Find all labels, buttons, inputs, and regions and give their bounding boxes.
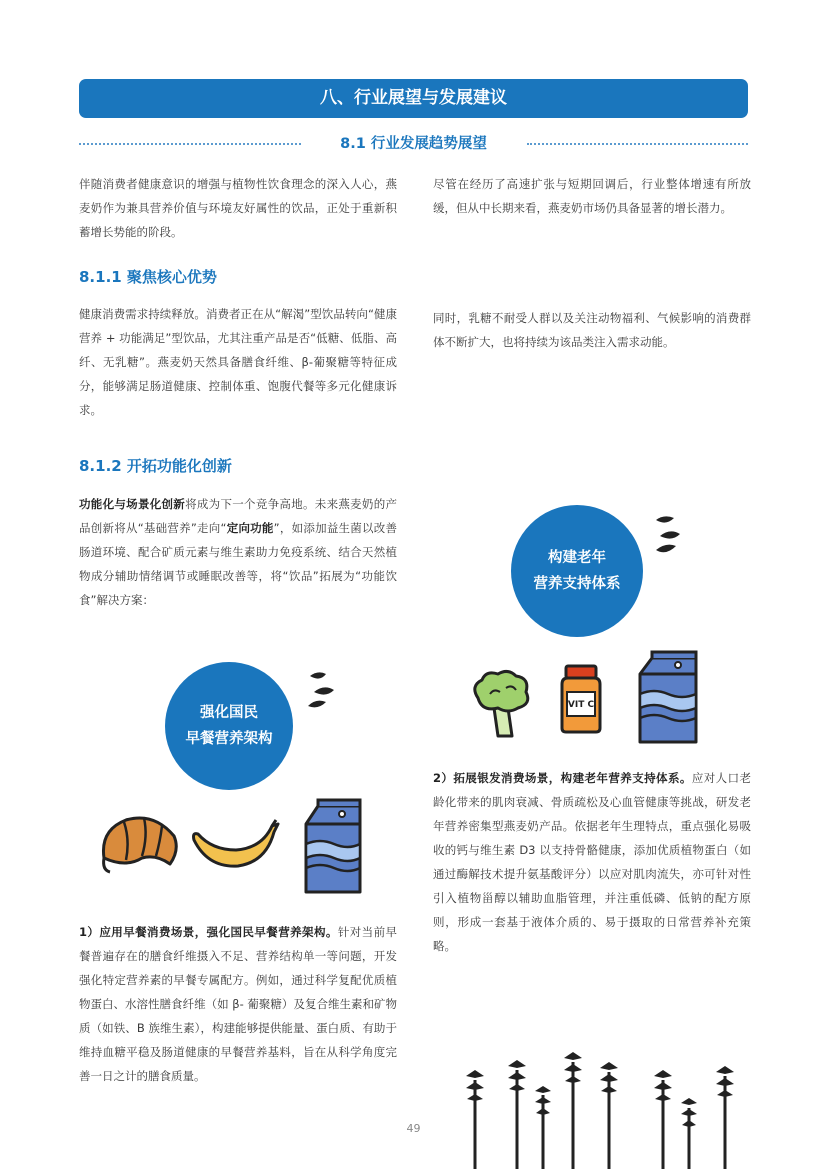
intro-left: 伴随消费者健康意识的增强与植物性饮食理念的深入人心，燕麦奶作为兼具营养价值与环境友好属性的饮品，正处于重新积蓄增长势能的阶段。 bbox=[79, 177, 397, 239]
leaf-doodle-icon bbox=[650, 512, 686, 558]
item1-text: 针对当前早餐普遍存在的膳食纤维摄入不足、营养结构单一等问题，开发强化特定营养素的早餐专属配方。例如，通过科学复配优质植物蛋白、水溶性膳食纤维（如 β- 葡聚糖）及复合维生素和矿物质（如铁、B 族维生素），构建能够提供能量、蛋白质、有助于维持血糖平稳及肠道健康的早餐营养基料，旨在从科学角度完善一日之计的膳食质量。 bbox=[79, 925, 398, 1083]
circle-elderly bbox=[511, 505, 643, 637]
circle-breakfast-line1: 强化国民 bbox=[200, 705, 258, 721]
item1-bold: 1）应用早餐消费场景，强化国民早餐营养架构。 bbox=[79, 925, 338, 939]
item1-paragraph bbox=[79, 920, 397, 1088]
s812-bold-2: 定向功能 bbox=[226, 521, 274, 535]
item2-paragraph bbox=[433, 766, 751, 958]
circle-elderly-line1: 构建老年 bbox=[548, 550, 606, 566]
item2-text: 应对人口老龄化带来的肌肉衰减、骨质疏松及心血管健康等挑战，研发老年营养密集型燕麦奶产品。依据老年生理特点，重点强化易吸收的钙与维生素 D3 以支持骨骼健康，添加优质植物蛋白（如通过酶解技术提升氨基酸评分）以应对肌肉流失，亦可针对性引入植物甾醇以辅助血脂管理，并注重低磷、低钠的配方原则，形成一套基于液体介质的、易于摄取的日常营养补充策略。 bbox=[433, 771, 752, 953]
leaf-doodle-icon bbox=[304, 668, 338, 712]
s812-paragraph bbox=[79, 492, 397, 612]
heading-8-1-1: 8.1.1 聚焦核心优势 bbox=[79, 268, 217, 286]
oat-milk-carton-icon bbox=[300, 798, 366, 898]
circle-breakfast bbox=[165, 662, 293, 790]
croissant-icon bbox=[96, 810, 182, 880]
oat-stalks-icon bbox=[455, 1050, 755, 1169]
oat-milk-carton-icon bbox=[634, 650, 702, 748]
heading-8-1-2: 8.1.2 开拓功能化创新 bbox=[79, 457, 232, 475]
broccoli-icon bbox=[468, 668, 534, 740]
s812-text-1: 将成为下一个竞争高地。未来燕麦奶的产品创新将从“基础营养”走向“ bbox=[79, 497, 398, 535]
s811-left: 健康消费需求持续释放。消费者正在从“解渴”型饮品转向“健康营养 + 功能满足”型饮品，尤其注重产品是否“低糖、低脂、高纤、无乳糖”。燕麦奶天然具备膳食纤维、β-葡聚糖等特征成分，能够满足肠道健康、控制体重、饱腹代餐等多元化健康诉求。 bbox=[79, 307, 397, 417]
s811-right: 同时，乳糖不耐受人群以及关注动物福利、气候影响的消费群体不断扩大，也将持续为该品类注入需求动能。 bbox=[433, 311, 751, 349]
intro-right: 尽管在经历了高速扩张与短期回调后，行业整体增速有所放缓，但从中长期来看，燕麦奶市场仍具备显著的增长潜力。 bbox=[433, 177, 751, 215]
s812-text-2: ”，如添加益生菌以改善肠道环境、配合矿质元素与维生素助力免疫系统、结合天然植物成分辅助情绪调节或睡眠改善等，将“饮品”拓展为“功能饮食”解决方案： bbox=[79, 521, 398, 607]
vitamin-bottle-icon bbox=[556, 662, 606, 734]
vitamin-label: VIT C bbox=[567, 700, 595, 710]
dotted-rule-right bbox=[527, 143, 748, 145]
item2-bold: 2）拓展银发消费场景，构建老年营养支持体系。 bbox=[433, 771, 692, 785]
chapter-banner: 八、行业展望与发展建议 bbox=[79, 79, 748, 118]
circle-breakfast-line2: 早餐营养架构 bbox=[185, 731, 273, 747]
section-title: 8.1 行业发展趋势展望 bbox=[340, 136, 487, 152]
banana-icon bbox=[188, 818, 284, 874]
section-title-row bbox=[79, 134, 748, 154]
circle-elderly-line2: 营养支持体系 bbox=[533, 576, 621, 592]
page-number: 49 bbox=[406, 1122, 421, 1135]
s812-bold-1: 功能化与场景化创新 bbox=[79, 497, 186, 511]
